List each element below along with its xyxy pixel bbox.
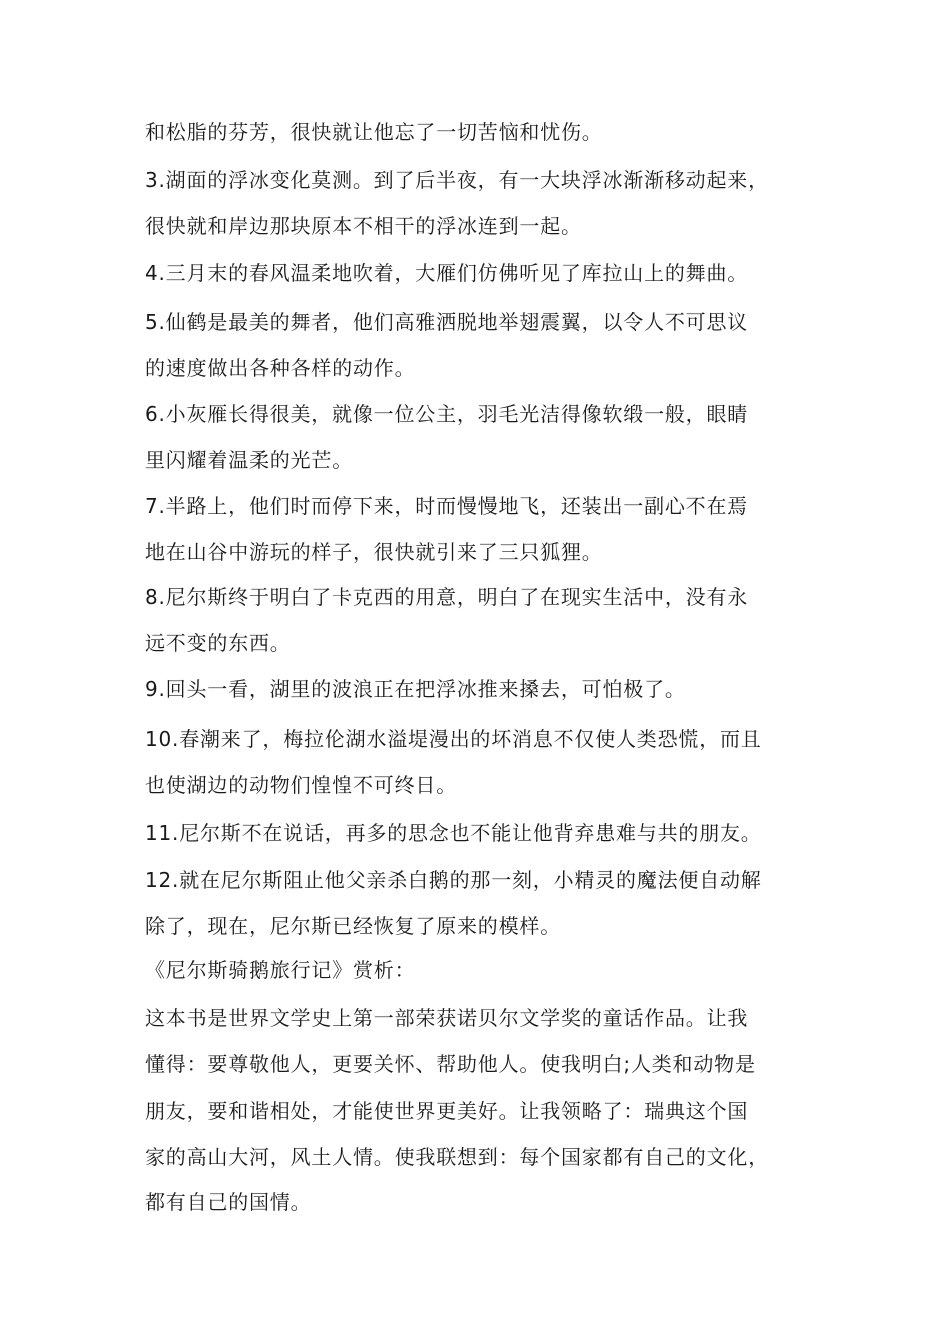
text-line: 也使湖边的动物们惶惶不可终日。 xyxy=(145,773,457,797)
text-line: 6.小灰雁长得很美，就像一位公主，羽毛光洁得像软缎一般，眼睛 xyxy=(145,402,749,426)
text-line: 和松脂的芬芳，很快就让他忘了一切苦恼和忧伤。 xyxy=(145,120,603,144)
text-line: 远不变的东西。 xyxy=(145,631,291,655)
text-line: 很快就和岸边那块原本不相干的浮冰连到一起。 xyxy=(145,214,582,238)
text-line: 12.就在尼尔斯阻止他父亲杀白鹅的那一刻，小精灵的魔法便自动解 xyxy=(145,868,762,892)
text-line: 都有自己的国情。 xyxy=(145,1190,312,1214)
text-line: 这本书是世界文学史上第一部荣获诺贝尔文学奖的童话作品。让我 xyxy=(145,1006,749,1030)
text-line: 里闪耀着温柔的光芒。 xyxy=(145,448,353,472)
text-line: 11.尼尔斯不在说话，再多的思念也不能让他背弃患难与共的朋友。 xyxy=(145,821,762,845)
text-line: 地在山谷中游玩的样子，很快就引来了三只狐狸。 xyxy=(145,540,603,564)
text-line: 朋友，要和谐相处，才能使世界更美好。让我领略了：瑞典这个国 xyxy=(145,1099,749,1123)
text-line: 5.仙鹤是最美的舞者，他们高雅洒脱地举翅震翼，以令人不可思议 xyxy=(145,310,749,334)
text-line: 家的高山大河，风土人情。使我联想到：每个国家都有自己的文化， xyxy=(145,1145,769,1169)
section-heading: 《尼尔斯骑鹅旅行记》赏析： xyxy=(145,958,416,982)
text-line: 3.湖面的浮冰变化莫测。到了后半夜，有一大块浮冰渐渐移动起来， xyxy=(145,168,769,192)
text-line: 9.回头一看，湖里的波浪正在把浮冰推来搡去，可怕极了。 xyxy=(145,677,686,701)
text-line: 10.春潮来了，梅拉伦湖水溢堤漫出的坏消息不仅使人类恐慌，而且 xyxy=(145,727,762,751)
text-line: 的速度做出各种各样的动作。 xyxy=(145,356,416,380)
text-line: 除了，现在，尼尔斯已经恢复了原来的模样。 xyxy=(145,914,561,938)
text-line: 7.半路上，他们时而停下来，时而慢慢地飞，还装出一副心不在焉 xyxy=(145,494,749,518)
text-line: 4.三月末的春风温柔地吹着，大雁们仿佛听见了库拉山上的舞曲。 xyxy=(145,261,749,285)
text-line: 懂得：要尊敬他人，更要关怀、帮助他人。使我明白;人类和动物是 xyxy=(145,1052,756,1076)
text-line: 8.尼尔斯终于明白了卡克西的用意，明白了在现实生活中，没有永 xyxy=(145,585,749,609)
